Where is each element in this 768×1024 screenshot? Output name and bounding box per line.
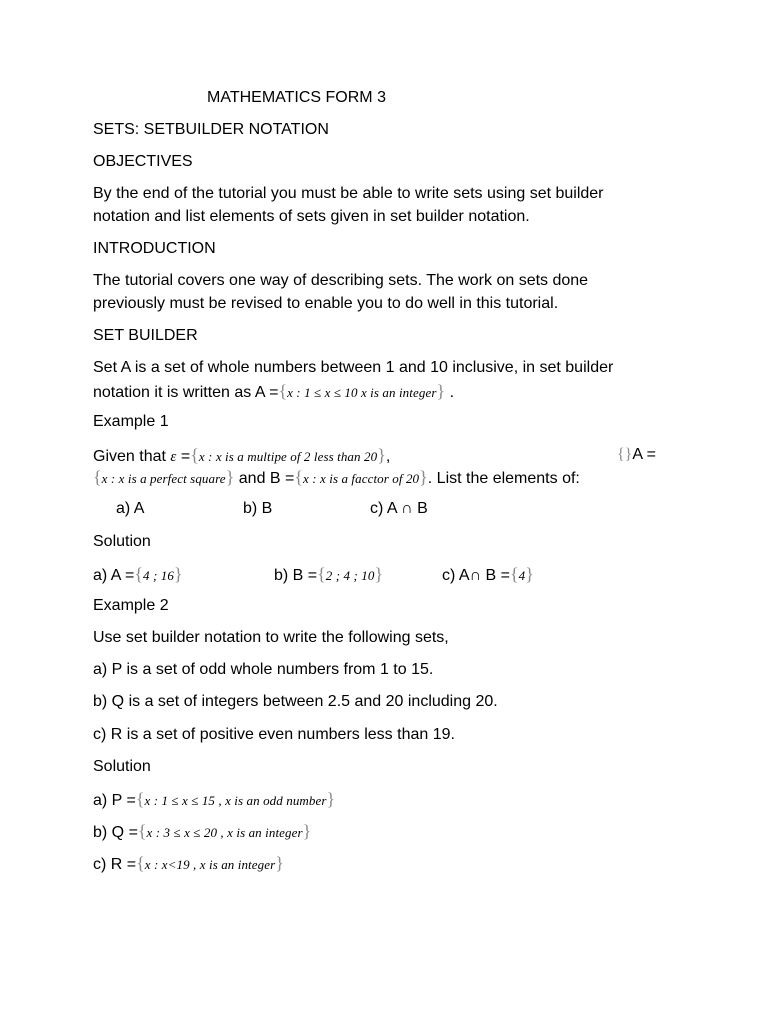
left-brace: { (294, 467, 304, 487)
and-b-label: and B = (234, 470, 295, 487)
solution-c-label: c) A∩ B = (442, 567, 510, 584)
setbuilder-heading: SET BUILDER (93, 327, 198, 344)
setbuilder-text-line-1: Set A is a set of whole numbers between 1 and 10 inclusive, in set builder (93, 359, 614, 376)
objectives-text-line-1: By the end of the tutorial you must be able to write sets using set builder (93, 185, 604, 202)
introduction-text-line-1: The tutorial covers one way of describing sets. The work on sets done (93, 272, 589, 289)
right-brace: } (525, 564, 534, 584)
solution-2-item-b (93, 820, 311, 844)
objectives-text-line-2: notation and list elements of sets given in set builder notation. (93, 208, 530, 225)
example-1-given-line (93, 444, 390, 468)
epsilon-equals: = (176, 448, 191, 465)
solution-2-b-label: b) Q = (93, 824, 138, 841)
left-brace: { (317, 564, 326, 584)
solution-1-part-c (442, 563, 534, 587)
solution-2-c-math: x : x<19 , x is an integer (144, 857, 276, 872)
given-prefix: Given that (93, 448, 171, 465)
example-1-part-b: b) B (243, 500, 273, 517)
universal-set-math: x : x is a multipe of 2 less than 20 (198, 449, 378, 464)
left-brace: { (135, 789, 145, 809)
solution-a-label: a) A = (93, 567, 135, 584)
setbuilder-text-prefix: notation it is written as A = (93, 384, 279, 401)
solution-2-item-c (93, 852, 284, 876)
left-brace: { (278, 381, 288, 401)
solution-2-heading: Solution (93, 758, 151, 775)
left-brace: { (93, 467, 102, 487)
right-brace: } (173, 564, 183, 584)
example-2-intro: Use set builder notation to write the following sets, (93, 629, 449, 646)
right-brace: } (275, 853, 284, 873)
solution-2-a-label: a) P = (93, 792, 136, 809)
right-brace: } (374, 564, 384, 584)
right-brace: } (419, 467, 428, 487)
solution-1-heading: Solution (93, 533, 151, 550)
solution-2-a-math: x : 1 ≤ x ≤ 15 , x is an odd number (144, 793, 327, 808)
setbuilder-text-suffix: . (445, 384, 455, 401)
example-1-part-a: a) A (116, 500, 145, 517)
solution-2-b-math: x : 3 ≤ x ≤ 20 , x is an integer (146, 825, 303, 840)
introduction-text-line-2: previously must be revised to enable you to do well in this tutorial. (93, 295, 559, 312)
example-2-heading: Example 2 (93, 597, 169, 614)
list-elements-text: . List the elements of: (427, 470, 580, 487)
empty-set-braces: {} (617, 446, 633, 463)
left-brace: { (190, 445, 199, 465)
introduction-heading: INTRODUCTION (93, 240, 216, 257)
solution-2-c-label: c) R = (93, 856, 137, 873)
solution-a-math: 4 ; 16 (143, 568, 174, 583)
solution-1-part-b (274, 563, 383, 587)
left-brace: { (509, 564, 519, 584)
epsilon-symbol: ε (170, 449, 177, 465)
comma: , (385, 448, 391, 465)
example-1-heading: Example 1 (93, 413, 169, 430)
solution-1-part-a (93, 563, 183, 587)
setbuilder-text-line-2 (93, 380, 454, 404)
left-brace: { (136, 853, 145, 873)
example-2-item-b: b) Q is a set of integers between 2.5 and 20 including 20. (93, 693, 498, 710)
right-brace: } (302, 821, 312, 841)
example-2-item-c: c) R is a set of positive even numbers less than 19. (93, 726, 455, 743)
left-brace: { (134, 564, 144, 584)
setbuilder-math: x : 1 ≤ x ≤ 10 x is an integer (287, 385, 437, 400)
solution-b-math: 2 ; 4 ; 10 (325, 568, 375, 583)
topic-heading: SETS: SETBUILDER NOTATION (93, 121, 329, 138)
set-b-math: x : x is a facctor of 20 (303, 471, 420, 486)
solution-2-item-a (93, 788, 335, 812)
solution-c-math: 4 (518, 568, 526, 583)
set-a-line-end (617, 444, 656, 466)
solution-b-label: b) B = (274, 567, 318, 584)
right-brace: } (377, 445, 386, 465)
example-2-item-a: a) P is a set of odd whole numbers from 1 to 15. (93, 661, 434, 678)
example-1-sets-line (93, 466, 580, 490)
right-brace: } (225, 467, 235, 487)
right-brace: } (326, 789, 336, 809)
set-a-math: x : x is a perfect square (101, 471, 226, 486)
set-a-label: A = (632, 446, 656, 463)
document-title: MATHEMATICS FORM 3 (207, 89, 386, 106)
example-1-part-c: c) A ∩ B (370, 500, 428, 517)
objectives-heading: OBJECTIVES (93, 153, 193, 170)
right-brace: } (436, 381, 446, 401)
left-brace: { (137, 821, 147, 841)
